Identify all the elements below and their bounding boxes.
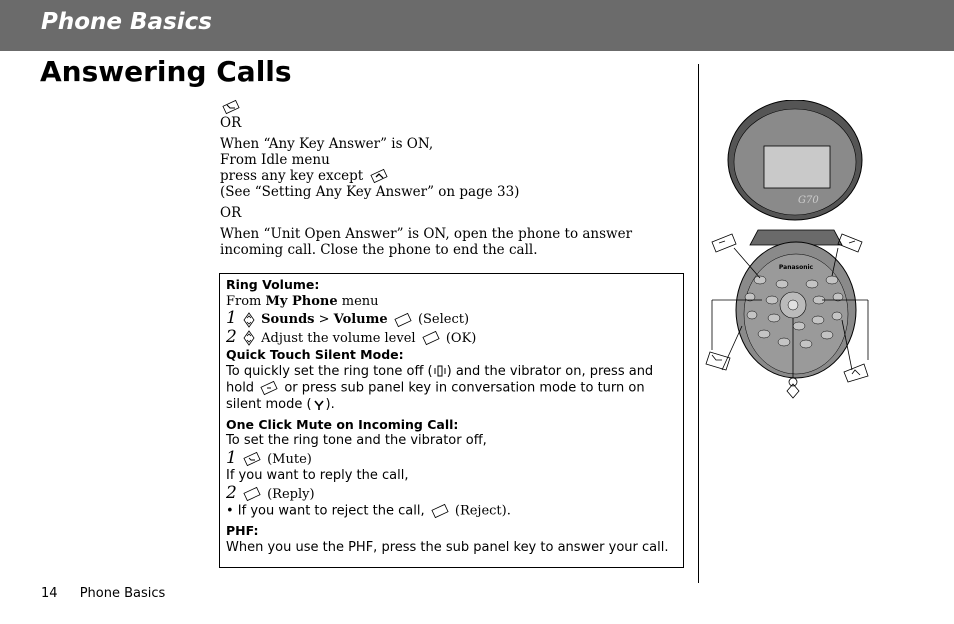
mute-line-2: If you want to reply the call, bbox=[226, 468, 409, 483]
phf-text: When you use the PHF, press the sub panel key to answer your call. bbox=[226, 539, 669, 555]
column-divider bbox=[698, 64, 699, 583]
ring-volume-from bbox=[226, 294, 677, 311]
ring-volume-step-2 bbox=[226, 326, 677, 348]
or-text-1: OR bbox=[220, 114, 242, 131]
mute-step-1 bbox=[226, 447, 677, 469]
mute-line-1: To set the ring tone and the vibrator off, bbox=[226, 433, 487, 448]
manner-key-icon bbox=[258, 380, 280, 396]
silent-mode-line-3 bbox=[226, 397, 677, 414]
reject-text: • If you want to reject the call, bbox=[226, 503, 425, 519]
phone-illustration bbox=[702, 100, 882, 410]
mute-step-2 bbox=[226, 482, 677, 504]
any-key-line-4: (See “Setting Any Key Answer” on page 33) bbox=[220, 184, 520, 200]
any-key-line-2: From Idle menu bbox=[220, 151, 330, 168]
page-number: 14 bbox=[41, 586, 58, 601]
footer-section: Phone Basics bbox=[79, 586, 166, 601]
header-bar bbox=[0, 0, 954, 51]
step-number: 1 bbox=[226, 308, 237, 328]
sounds-label: Sounds bbox=[261, 312, 315, 327]
from-suffix: menu bbox=[341, 293, 379, 309]
sub-key-icon bbox=[241, 451, 263, 467]
silent-text-2a: hold bbox=[226, 380, 255, 396]
ok-label: (OK) bbox=[445, 330, 477, 346]
nav-key-icon bbox=[241, 311, 257, 329]
silent-mode-line-2 bbox=[226, 380, 677, 397]
send-key-icon bbox=[220, 99, 242, 115]
adjust-volume-text: Adjust the volume level bbox=[261, 330, 416, 346]
from-prefix: From bbox=[226, 293, 262, 309]
reject-label: (Reject). bbox=[454, 503, 511, 519]
send-key-line bbox=[220, 98, 660, 115]
phone-screen bbox=[764, 146, 830, 188]
phone-model-label: G70 bbox=[798, 195, 819, 206]
soft-key-icon bbox=[241, 486, 263, 502]
mute-label: (Mute) bbox=[267, 451, 312, 467]
soft-key-icon bbox=[420, 330, 442, 346]
tips-box bbox=[219, 273, 684, 568]
from-menu: My Phone bbox=[265, 293, 338, 309]
any-key-line-1: When “Any Key Answer” is ON, bbox=[220, 135, 434, 152]
section-title: Phone Basics bbox=[41, 9, 212, 35]
phf-heading: PHF: bbox=[226, 523, 259, 538]
nav-key-icon bbox=[241, 329, 257, 347]
step-number: 2 bbox=[226, 326, 237, 347]
ring-off-icon bbox=[433, 364, 447, 378]
silent-text-2b: or press sub panel key in conversation mode to turn on bbox=[284, 380, 645, 396]
ring-volume-heading: Ring Volume: bbox=[226, 277, 320, 292]
silent-mode-icon bbox=[312, 398, 326, 412]
any-key-text: press any key except bbox=[220, 167, 364, 184]
soft-key-icon bbox=[429, 503, 451, 519]
soft-key-icon bbox=[392, 312, 414, 328]
select-label: (Select) bbox=[417, 312, 470, 327]
silent-text-3a: silent mode ( bbox=[226, 397, 312, 412]
silent-text-1b: ) and the vibrator on, press and bbox=[446, 363, 654, 379]
main-instructions bbox=[220, 98, 660, 258]
menu-separator: > bbox=[318, 312, 330, 327]
phone-brand-label: Panasonic bbox=[778, 264, 814, 271]
silent-text-1a: To quickly set the ring tone off ( bbox=[226, 363, 433, 379]
mute-heading: One Click Mute on Incoming Call: bbox=[226, 416, 459, 432]
reply-label: (Reply) bbox=[267, 486, 315, 502]
page-footer bbox=[41, 586, 165, 601]
step-number: 1 bbox=[226, 447, 237, 468]
mute-line-3 bbox=[226, 503, 677, 520]
unit-open-text: When “Unit Open Answer” is ON, open the phone to answer incoming call. Close the phone to end the call. bbox=[220, 226, 633, 258]
any-key-line-3 bbox=[220, 168, 660, 185]
ring-volume-step-1 bbox=[226, 310, 677, 329]
volume-label: Volume bbox=[333, 312, 388, 327]
end-key-icon bbox=[368, 168, 390, 184]
step-number: 2 bbox=[226, 482, 237, 503]
silent-mode-heading: Quick Touch Silent Mode: bbox=[226, 347, 404, 362]
page-title: Answering Calls bbox=[40, 55, 292, 88]
silent-mode-line-1 bbox=[226, 364, 677, 381]
or-text-2: OR bbox=[220, 205, 242, 221]
silent-text-3b: ). bbox=[325, 397, 335, 412]
